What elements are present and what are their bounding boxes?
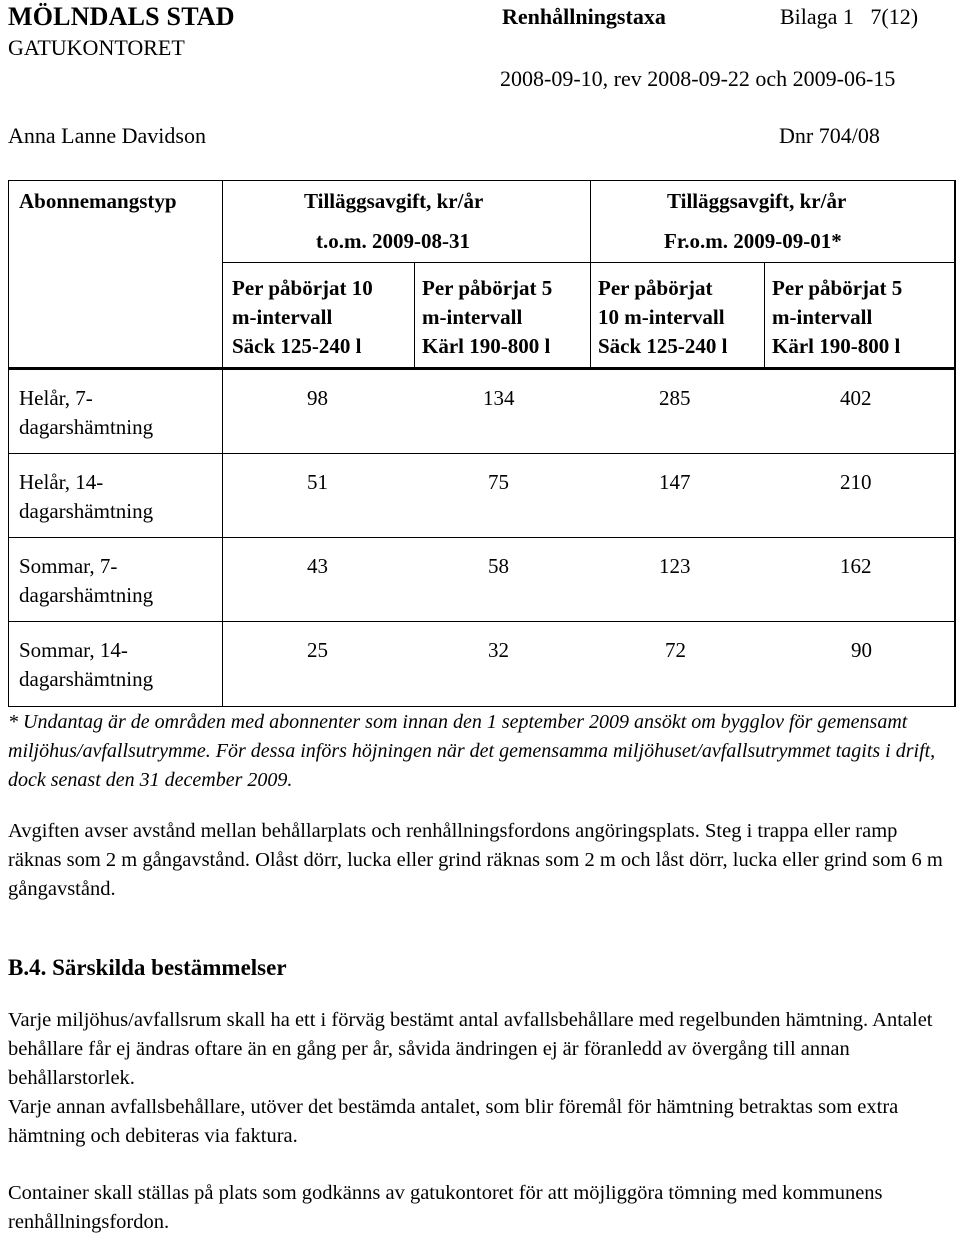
author-name: Anna Lanne Davidson xyxy=(8,123,206,148)
row-label: Helår, 7- dagarshämtning xyxy=(19,386,154,439)
row-label: Sommar, 7- dagarshämtning xyxy=(19,554,154,607)
fee-table xyxy=(8,180,955,707)
table-cell-value: 72 xyxy=(665,638,686,662)
table-cell-value: 147 xyxy=(659,470,691,494)
row-label: Sommar, 14- dagarshämtning xyxy=(19,638,154,691)
group1-period: t.o.m. 2009-08-31 xyxy=(316,229,470,253)
table-cell-value: 134 xyxy=(483,386,515,410)
table-cell-value: 43 xyxy=(307,554,328,578)
table-cell-value: 162 xyxy=(840,554,872,578)
table-cell-value: 123 xyxy=(659,554,691,578)
section-heading: B.4. Särskilda bestämmelser xyxy=(8,955,287,980)
column-header: Per påbörjat 10 m-intervall Säck 125-240 l xyxy=(232,276,373,358)
reference-number: Dnr 704/08 xyxy=(779,123,880,148)
type-header: Abonnemangstyp xyxy=(19,189,177,213)
table-cell-value: 25 xyxy=(307,638,328,662)
table-cell-value: 90 xyxy=(851,638,872,662)
row-label: Helår, 14- dagarshämtning xyxy=(19,470,154,523)
distance-note: Avgiften avser avstånd mellan behållarplats och renhållningsfordons angöringsplats. Steg i trappa eller ramp räknas som 2 m gångavstånd. Olåst dörr, lucka eller grind räknas som 2 m och låst dörr, lucka eller grind som 6 m gångavstånd. xyxy=(8,820,943,900)
table-cell-value: 98 xyxy=(307,386,328,410)
table-cell-value: 285 xyxy=(659,386,691,410)
footnote: * Undantag är de områden med abonnenter som innan den 1 september 2009 ansökt om bygglov för gemensamt miljöhus/avfallsutrymme. För dessa införs höjningen när det gemensamma miljöhuset/avfallsutrymmet tagits i drift, dock senast den 31 december 2009. xyxy=(8,711,936,791)
table-cell-value: 75 xyxy=(488,470,509,494)
column-header: Per påbörjat 10 m-intervall Säck 125-240 l xyxy=(598,276,728,358)
section-paragraph: Container skall ställas på plats som godkänns av gatukontoret för att möjliggöra tömning med kommunens renhållningsfordon. xyxy=(8,1182,883,1233)
appendix-page-number: Bilaga 1 7(12) xyxy=(780,4,919,29)
table-cell-value: 32 xyxy=(488,638,509,662)
group2-title: Tilläggsavgift, kr/år xyxy=(667,189,847,213)
table-cell-value: 210 xyxy=(840,470,872,494)
table-cell-value: 402 xyxy=(840,386,872,410)
section-paragraph: Varje annan avfallsbehållare, utöver det bestämda antalet, som blir föremål för hämtning betraktas som extra hämtning och debiteras via faktura. xyxy=(8,1096,899,1147)
organization-name: MÖLNDALS STAD xyxy=(8,2,235,31)
column-header: Per påbörjat 5 m-intervall Kärl 190-800 l xyxy=(422,276,553,358)
revision-dates: 2008-09-10, rev 2008-09-22 och 2009-06-15 xyxy=(500,66,896,91)
section-paragraph: Varje miljöhus/avfallsrum skall ha ett i förväg bestämt antal avfallsbehållare med regelbunden hämtning. Antalet behållare får ej ändras oftare än en gång per år, såvida ändringen ej är föranledd av övergång till annan behållarstorlek. xyxy=(8,1009,933,1089)
document-title: Renhållningstaxa xyxy=(502,4,666,29)
department-name: GATUKONTORET xyxy=(8,35,185,60)
table-cell-value: 58 xyxy=(488,554,509,578)
column-header: Per påbörjat 5 m-intervall Kärl 190-800 l xyxy=(772,276,903,358)
table-cell-value: 51 xyxy=(307,470,328,494)
group1-title: Tilläggsavgift, kr/år xyxy=(304,189,484,213)
group2-period: Fr.o.m. 2009-09-01* xyxy=(664,229,842,253)
